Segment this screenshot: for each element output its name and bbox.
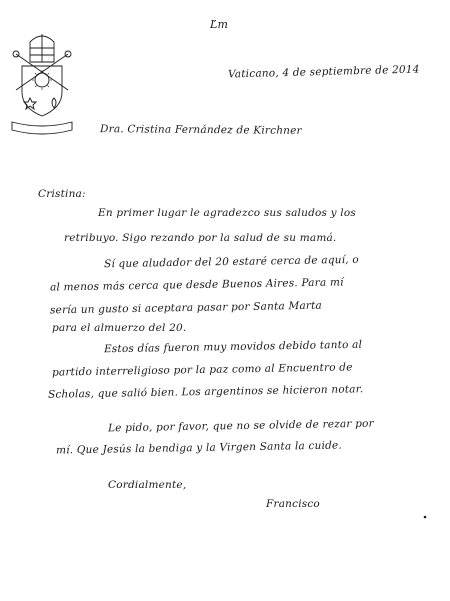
letter-signature: Francisco bbox=[266, 498, 320, 510]
paragraph-2-line-2: al menos más cerca que desde Buenos Aires. Para mí bbox=[49, 276, 344, 294]
paragraph-3-line-1: Estos días fueron muy movidos debido tanto al bbox=[103, 338, 363, 356]
letter-date: Vaticano, 4 de septiembre de 2014 bbox=[227, 63, 420, 81]
paragraph-2-line-4: para el almuerzo del 20. bbox=[52, 322, 187, 334]
paragraph-2-line-3: sería un gusto si aceptara pasar por Santa Marta bbox=[49, 299, 323, 317]
paragraph-3-line-3: Scholas, que salió bien. Los argentinos se hicieron notar. bbox=[47, 383, 364, 401]
letter-addressee: Dra. Cristina Fernández de Kirchner bbox=[99, 123, 302, 137]
top-mark: Ľm bbox=[210, 18, 229, 31]
paragraph-1-line-1: En primer lugar le agradezco sus saludos y los bbox=[98, 207, 356, 219]
letter-closing: Cordialmente, bbox=[108, 479, 187, 491]
paragraph-4-line-1: Le pido, por favor, que no se olvide de rezar por bbox=[107, 417, 374, 435]
paragraph-4-line-2: mí. Que Jesús la bendiga y la Virgen Santa la cuide. bbox=[55, 439, 343, 457]
paragraph-1-line-2: retribuyo. Sigo rezando por la salud de su mamá. bbox=[64, 232, 337, 244]
ink-mark bbox=[422, 514, 428, 520]
paragraph-2-line-1: Sí que aludador del 20 estaré cerca de aquí, o bbox=[103, 253, 359, 271]
letter-salutation: Cristina: bbox=[38, 188, 86, 200]
paragraph-3-line-2: partido interreligioso por la paz como al Encuentro de bbox=[51, 361, 353, 379]
papal-coat-of-arms-icon bbox=[8, 28, 76, 156]
